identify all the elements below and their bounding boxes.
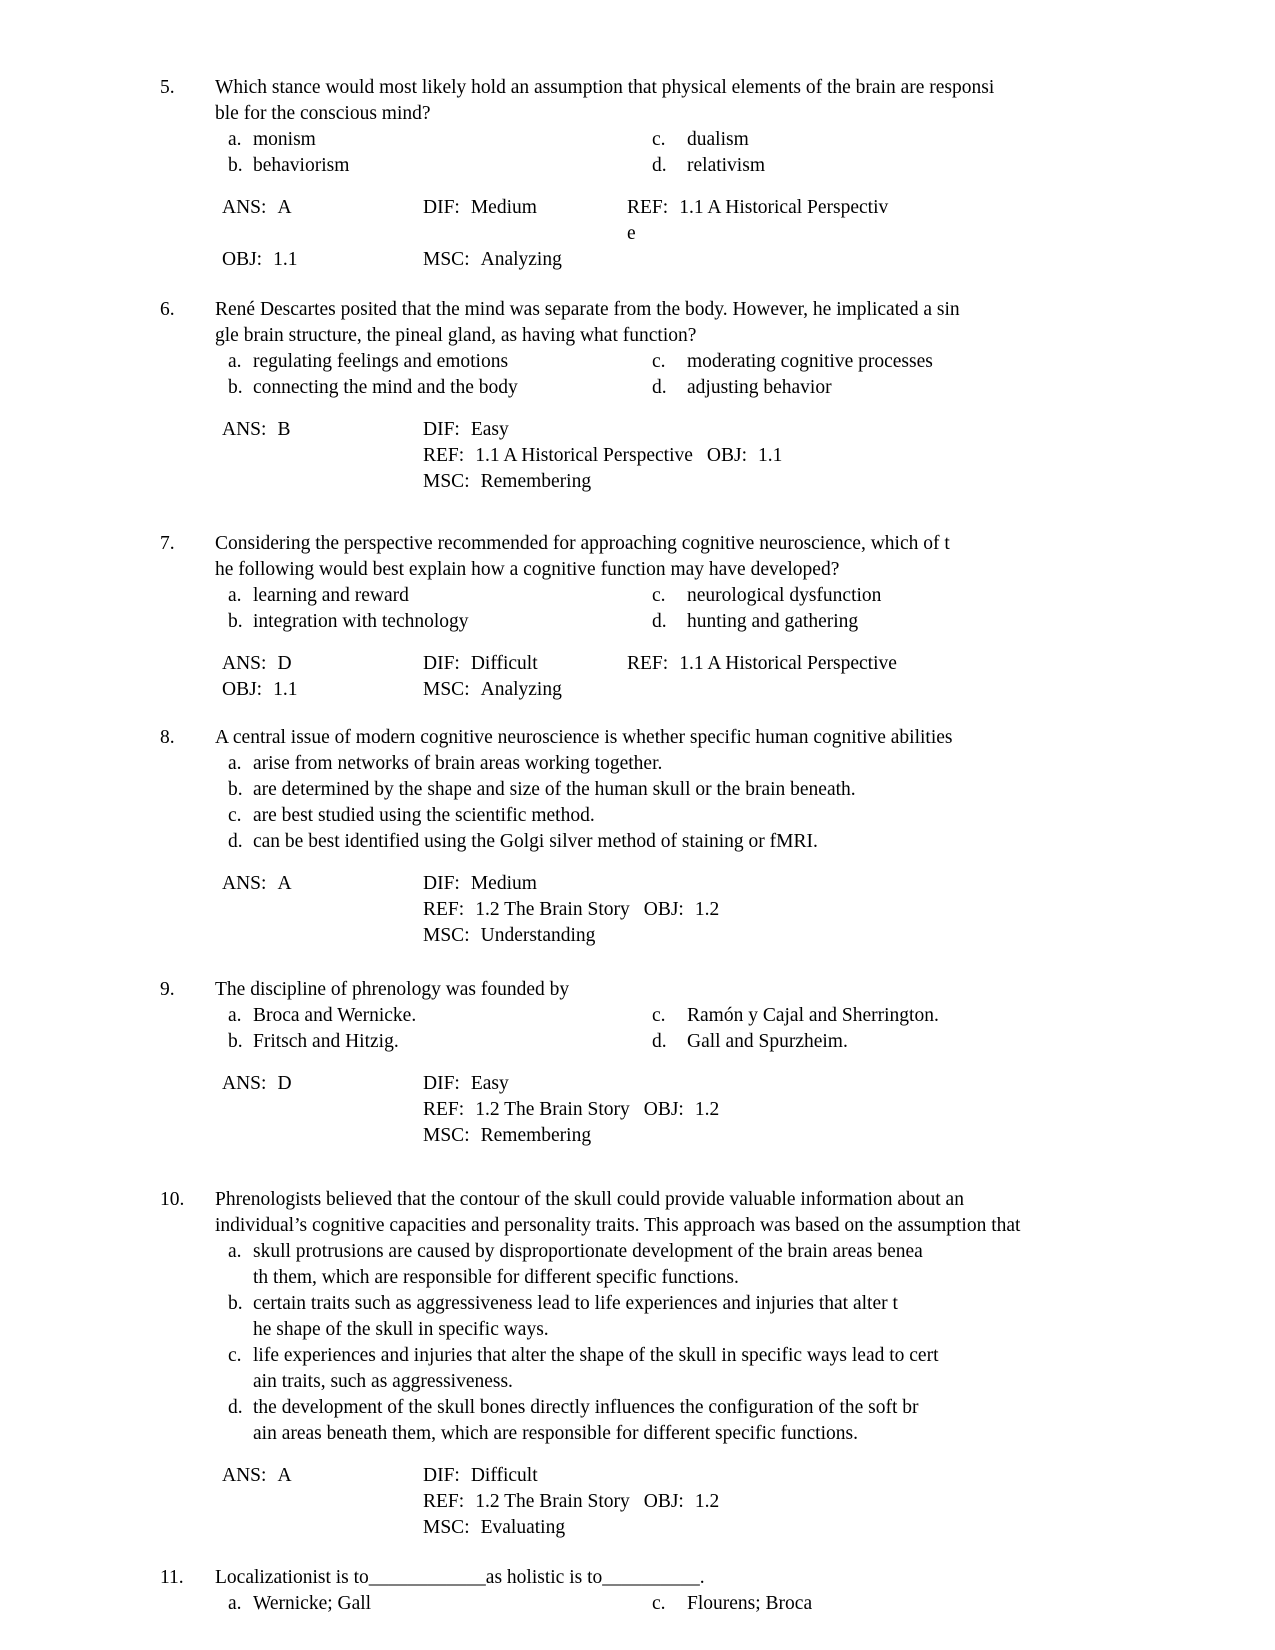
option-row <box>150 1029 1210 1055</box>
question-stem-text: A central issue of modern cognitive neuroscience is whether specific human cognitive abilities <box>215 727 953 748</box>
meta-cell <box>222 417 290 443</box>
option-letter: d. <box>228 831 243 852</box>
option-text: dualism <box>687 129 749 150</box>
question-meta <box>150 1463 1210 1541</box>
meta-label: DIF: <box>423 1465 460 1486</box>
meta-row <box>150 195 1210 221</box>
meta-label: DIF: <box>423 1073 460 1094</box>
meta-label: OBJ: <box>222 249 263 270</box>
meta-label: MSC: <box>423 249 470 270</box>
meta-cell <box>627 221 636 247</box>
option-letter: b. <box>228 1293 243 1314</box>
meta-value: Remembering <box>480 471 592 492</box>
question <box>150 1565 1210 1617</box>
option-row <box>150 829 1210 855</box>
question-number: 7. <box>160 533 175 554</box>
meta-row <box>150 651 1210 677</box>
question <box>150 297 1210 495</box>
option-row <box>150 153 1210 179</box>
meta-cell <box>222 651 292 677</box>
meta-cell <box>423 1071 509 1097</box>
meta-value: 1.2 <box>694 899 720 920</box>
option-letter: d. <box>228 1397 243 1418</box>
question-stem-line <box>150 323 1210 349</box>
meta-cell <box>423 1463 538 1489</box>
option-row <box>150 1343 1210 1395</box>
question-stem-text: Which stance would most likely hold an assumption that physical elements of the brain are responsi <box>215 77 995 98</box>
answer-option <box>150 1343 1210 1395</box>
option-text: are determined by the shape and size of the human skull or the brain beneath. <box>253 779 856 800</box>
question-stem-text: gle brain structure, the pineal gland, as having what function? <box>215 325 697 346</box>
option-letter: a. <box>228 585 242 606</box>
option-row <box>150 1003 1210 1029</box>
meta-cell <box>423 871 537 897</box>
meta-row <box>150 1097 1210 1123</box>
meta-value: 1.2 The Brain Story <box>475 899 630 920</box>
meta-row <box>150 221 1210 247</box>
answer-option <box>150 583 1210 609</box>
meta-row <box>150 897 1210 923</box>
meta-row <box>150 469 1210 495</box>
question-stem-line <box>150 1187 1210 1213</box>
meta-label: OBJ: <box>643 899 684 920</box>
meta-label: DIF: <box>423 873 460 894</box>
option-text: he shape of the skull in specific ways. <box>253 1319 549 1340</box>
question-number: 11. <box>160 1567 184 1588</box>
meta-value: Evaluating <box>480 1517 566 1538</box>
option-row <box>150 1291 1210 1343</box>
meta-row <box>150 1123 1210 1149</box>
meta-label: MSC: <box>423 679 470 700</box>
option-text: hunting and gathering <box>687 611 859 632</box>
question-stem-text: Considering the perspective recommended for approaching cognitive neuroscience, which of t <box>215 533 950 554</box>
option-letter: c. <box>228 1345 242 1366</box>
option-text: learning and reward <box>253 585 409 606</box>
meta-label: REF: <box>627 653 669 674</box>
meta-cell <box>644 1491 719 1512</box>
answer-option <box>150 1291 1210 1343</box>
question-number: 9. <box>160 979 175 1000</box>
option-row <box>150 1591 1210 1617</box>
option-row <box>150 777 1210 803</box>
option-text: arise from networks of brain areas working together. <box>253 753 663 774</box>
option-letter: b. <box>228 1031 243 1052</box>
question-stem-line <box>150 531 1210 557</box>
meta-cell <box>423 651 538 677</box>
option-letter: a. <box>228 1005 242 1026</box>
answer-option <box>150 153 1210 179</box>
answer-option <box>150 609 1210 635</box>
option-text: Wernicke; Gall <box>253 1593 372 1614</box>
option-row <box>150 609 1210 635</box>
meta-label: MSC: <box>423 1517 470 1538</box>
answer-option <box>150 127 1210 153</box>
meta-cell <box>423 677 562 703</box>
meta-row <box>150 417 1210 443</box>
meta-cell <box>423 195 537 221</box>
meta-cell <box>423 897 719 923</box>
question-meta <box>150 417 1210 495</box>
question-stem-line <box>150 1565 1210 1591</box>
option-letter: d. <box>652 377 667 398</box>
meta-cell <box>644 899 719 920</box>
meta-label: ANS: <box>222 1465 267 1486</box>
meta-value: 1.1 A Historical Perspective <box>679 653 897 674</box>
option-text: Ramón y Cajal and Sherrington. <box>687 1005 939 1026</box>
meta-cell <box>627 195 888 221</box>
question-stem-text: René Descartes posited that the mind was separate from the body. However, he implicated a sin <box>215 299 960 320</box>
option-letter: d. <box>652 611 667 632</box>
meta-cell <box>423 247 562 273</box>
option-text: skull protrusions are caused by disproportionate development of the brain areas benea <box>253 1241 923 1262</box>
option-text: behaviorism <box>253 155 350 176</box>
meta-value: 1.1 A Historical Perspectiv <box>679 197 889 218</box>
answer-option <box>150 777 1210 803</box>
answer-option <box>150 1239 1210 1291</box>
meta-value: Easy <box>470 1073 509 1094</box>
option-row <box>150 1239 1210 1291</box>
meta-cell <box>222 1071 292 1097</box>
meta-value: B <box>277 419 291 440</box>
meta-cell <box>222 195 292 221</box>
question-stem-text: Localizationist is to____________as holistic is to__________. <box>215 1567 705 1588</box>
question-meta <box>150 195 1210 273</box>
option-text: Flourens; Broca <box>687 1593 813 1614</box>
option-text: moderating cognitive processes <box>687 351 933 372</box>
meta-cell <box>222 871 292 897</box>
meta-label: OBJ: <box>643 1491 684 1512</box>
meta-value: D <box>277 1073 292 1094</box>
question-number: 6. <box>160 299 175 320</box>
question <box>150 977 1210 1149</box>
meta-value: D <box>277 653 292 674</box>
meta-value: 1.2 The Brain Story <box>475 1491 630 1512</box>
option-letter: c. <box>652 351 666 372</box>
answer-option <box>150 829 1210 855</box>
meta-row <box>150 923 1210 949</box>
option-text: Broca and Wernicke. <box>253 1005 417 1026</box>
question-number: 10. <box>160 1189 185 1210</box>
answer-option <box>150 349 1210 375</box>
option-letter: a. <box>228 351 242 372</box>
meta-value: 1.1 <box>758 445 783 466</box>
answer-option <box>150 803 1210 829</box>
meta-value: 1.2 <box>694 1099 720 1120</box>
option-letter: c. <box>652 1593 666 1614</box>
meta-label: REF: <box>423 445 465 466</box>
question-stem-line <box>150 977 1210 1003</box>
option-letter: a. <box>228 753 242 774</box>
meta-value: Analyzing <box>480 249 562 270</box>
option-letter: c. <box>652 1005 666 1026</box>
meta-value: 1.2 <box>694 1491 720 1512</box>
meta-label: OBJ: <box>222 679 263 700</box>
meta-value: 1.1 A Historical Perspective <box>475 445 693 466</box>
option-letter: d. <box>652 1031 667 1052</box>
option-letter: c. <box>228 805 242 826</box>
option-text: are best studied using the scientific method. <box>253 805 595 826</box>
question <box>150 725 1210 949</box>
question-stem-line <box>150 1213 1210 1239</box>
meta-cell <box>644 1099 719 1120</box>
option-row <box>150 583 1210 609</box>
option-text: can be best identified using the Golgi silver method of staining or fMRI. <box>253 831 818 852</box>
answer-option <box>150 1029 1210 1055</box>
meta-label: ANS: <box>222 197 267 218</box>
option-letter: a. <box>228 1593 242 1614</box>
option-row <box>150 349 1210 375</box>
option-text: ain traits, such as aggressiveness. <box>253 1371 513 1392</box>
meta-cell <box>423 1515 565 1541</box>
meta-label: OBJ: <box>706 445 748 466</box>
meta-cell <box>423 1489 719 1515</box>
meta-row <box>150 1515 1210 1541</box>
option-row <box>150 751 1210 777</box>
option-text: neurological dysfunction <box>687 585 882 606</box>
option-text: Fritsch and Hitzig. <box>253 1031 399 1052</box>
option-text: relativism <box>687 155 765 176</box>
question-stem-text: he following would best explain how a cognitive function may have developed? <box>215 559 840 580</box>
question-meta <box>150 871 1210 949</box>
answer-option <box>150 375 1210 401</box>
answer-option <box>150 1395 1210 1447</box>
meta-value: Easy <box>470 419 509 440</box>
meta-cell <box>423 923 595 949</box>
meta-value: Understanding <box>480 925 596 946</box>
option-text: life experiences and injuries that alter the shape of the skull in specific ways lead to cert <box>253 1345 939 1366</box>
meta-label: MSC: <box>423 471 470 492</box>
option-letter: b. <box>228 611 243 632</box>
option-text: integration with technology <box>253 611 469 632</box>
meta-value: e <box>627 223 636 244</box>
meta-value: A <box>277 873 292 894</box>
question-stem-line <box>150 297 1210 323</box>
meta-label: DIF: <box>423 197 460 218</box>
question-stem-line <box>150 557 1210 583</box>
question-meta <box>150 651 1210 703</box>
meta-label: REF: <box>627 197 669 218</box>
option-text: the development of the skull bones directly influences the configuration of the soft br <box>253 1397 919 1418</box>
option-text: th them, which are responsible for different specific functions. <box>253 1267 739 1288</box>
meta-cell <box>423 1097 719 1123</box>
meta-row <box>150 443 1210 469</box>
question-stem-text: Phrenologists believed that the contour of the skull could provide valuable information about an <box>215 1189 964 1210</box>
meta-row <box>150 1489 1210 1515</box>
meta-label: REF: <box>423 1491 465 1512</box>
option-text: connecting the mind and the body <box>253 377 518 398</box>
meta-cell <box>707 445 782 466</box>
meta-label: DIF: <box>423 653 460 674</box>
question-stem-text: The discipline of phrenology was founded by <box>215 979 570 1000</box>
meta-cell <box>222 247 297 273</box>
answer-option <box>150 751 1210 777</box>
meta-value: A <box>277 1465 292 1486</box>
option-text: ain areas beneath them, which are responsible for different specific functions. <box>253 1423 858 1444</box>
option-letter: d. <box>652 155 667 176</box>
meta-cell <box>423 443 782 469</box>
question-number: 5. <box>160 77 175 98</box>
meta-label: DIF: <box>423 419 460 440</box>
answer-option <box>150 1003 1210 1029</box>
meta-value: 1.1 <box>273 249 298 270</box>
meta-label: ANS: <box>222 653 267 674</box>
option-text: Gall and Spurzheim. <box>687 1031 848 1052</box>
meta-row <box>150 677 1210 703</box>
meta-value: Medium <box>470 197 537 218</box>
question <box>150 531 1210 703</box>
question-number: 8. <box>160 727 175 748</box>
meta-label: ANS: <box>222 419 267 440</box>
question-stem-line <box>150 101 1210 127</box>
meta-value: 1.1 <box>273 679 298 700</box>
option-letter: a. <box>228 1241 242 1262</box>
meta-value: Difficult <box>470 1465 538 1486</box>
meta-cell <box>423 469 591 495</box>
option-row <box>150 1395 1210 1447</box>
question-stem-line <box>150 75 1210 101</box>
meta-row <box>150 247 1210 273</box>
meta-cell <box>627 651 897 677</box>
option-letter: c. <box>652 585 666 606</box>
option-text: certain traits such as aggressiveness lead to life experiences and injuries that alter t <box>253 1293 898 1314</box>
question <box>150 75 1210 273</box>
meta-value: Analyzing <box>480 679 562 700</box>
option-letter: b. <box>228 377 243 398</box>
meta-cell <box>222 1463 292 1489</box>
meta-value: Medium <box>470 873 537 894</box>
meta-row <box>150 1071 1210 1097</box>
option-letter: a. <box>228 129 242 150</box>
question-stem-text: individual’s cognitive capacities and personality traits. This approach was based on the assumption that <box>215 1215 1021 1236</box>
meta-cell <box>222 677 297 703</box>
meta-label: OBJ: <box>643 1099 684 1120</box>
meta-value: 1.2 The Brain Story <box>475 1099 630 1120</box>
meta-label: ANS: <box>222 1073 267 1094</box>
option-text: regulating feelings and emotions <box>253 351 509 372</box>
question-stem-line <box>150 725 1210 751</box>
meta-label: MSC: <box>423 1125 470 1146</box>
meta-row <box>150 871 1210 897</box>
question-stem-text: ble for the conscious mind? <box>215 103 431 124</box>
option-letter: c. <box>652 129 666 150</box>
option-letter: b. <box>228 779 243 800</box>
meta-label: ANS: <box>222 873 267 894</box>
meta-label: REF: <box>423 1099 465 1120</box>
option-row <box>150 803 1210 829</box>
option-text: adjusting behavior <box>687 377 832 398</box>
option-letter: b. <box>228 155 243 176</box>
question-meta <box>150 1071 1210 1149</box>
meta-value: A <box>277 197 292 218</box>
answer-option <box>150 1591 1210 1617</box>
option-row <box>150 127 1210 153</box>
option-text: monism <box>253 129 316 150</box>
meta-label: REF: <box>423 899 465 920</box>
meta-value: Difficult <box>470 653 538 674</box>
meta-label: MSC: <box>423 925 470 946</box>
meta-cell <box>423 1123 591 1149</box>
question <box>150 1187 1210 1541</box>
meta-value: Remembering <box>480 1125 592 1146</box>
meta-cell <box>423 417 509 443</box>
option-row <box>150 375 1210 401</box>
meta-row <box>150 1463 1210 1489</box>
